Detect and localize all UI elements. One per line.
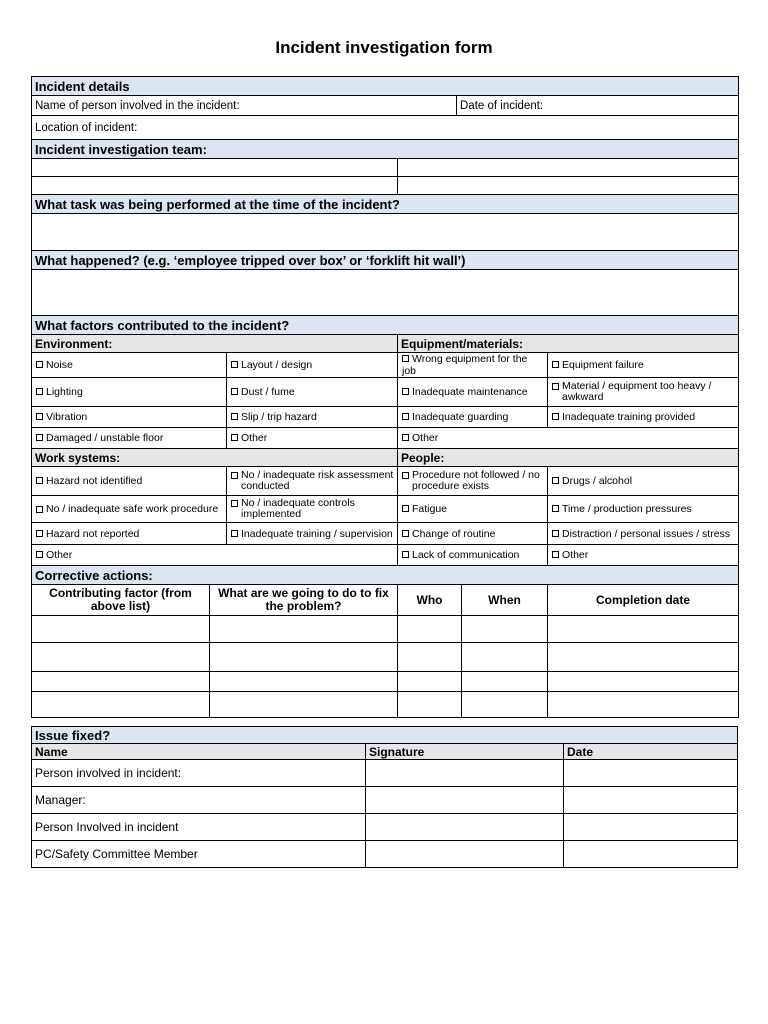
issue-fixed-table — [31, 726, 738, 868]
checkbox-icon[interactable] — [402, 434, 409, 441]
signature-cell[interactable] — [366, 760, 564, 787]
checkbox-icon[interactable] — [402, 355, 409, 362]
checkbox-icon[interactable] — [402, 551, 409, 558]
team-member-cell[interactable] — [398, 159, 739, 177]
checkbox-icon[interactable] — [552, 530, 559, 537]
what-happened-field[interactable] — [32, 270, 739, 316]
col-completion-date: Completion date — [548, 585, 739, 616]
signature-cell[interactable] — [366, 814, 564, 841]
checkbox-icon[interactable] — [36, 477, 43, 484]
checkbox-icon[interactable] — [231, 472, 238, 479]
checkbox-icon[interactable] — [36, 506, 43, 513]
team-member-cell[interactable] — [32, 177, 398, 195]
checkbox-icon[interactable] — [36, 530, 43, 537]
factor-checkbox[interactable]: Material / equipment too heavy / awkward — [548, 378, 739, 407]
factor-checkbox[interactable]: Inadequate training provided — [548, 407, 739, 428]
factor-checkbox[interactable]: Lighting — [32, 378, 227, 407]
checkbox-icon[interactable] — [402, 388, 409, 395]
factor-checkbox[interactable]: Layout / design — [227, 353, 398, 378]
checkbox-icon[interactable] — [36, 361, 43, 368]
date-of-incident-field[interactable]: Date of incident: — [457, 96, 739, 116]
checkbox-icon[interactable] — [36, 388, 43, 395]
signature-cell[interactable] — [366, 787, 564, 814]
col-signature: Signature — [366, 744, 564, 760]
corrective-actions-header: Corrective actions: — [32, 566, 739, 585]
team-member-cell[interactable] — [398, 177, 739, 195]
factor-checkbox[interactable]: Drugs / alcohol — [548, 467, 739, 496]
table-row — [32, 672, 739, 692]
factor-checkbox[interactable]: Equipment failure — [548, 353, 739, 378]
signature-cell[interactable] — [366, 841, 564, 868]
col-fix: What are we going to do to fix the problem? — [210, 585, 398, 616]
checkbox-icon[interactable] — [402, 413, 409, 420]
checkbox-icon[interactable] — [402, 530, 409, 537]
date-cell[interactable] — [564, 760, 738, 787]
checkbox-icon[interactable] — [402, 472, 409, 479]
factor-checkbox[interactable]: Vibration — [32, 407, 227, 428]
investigation-team-header: Incident investigation team: — [32, 140, 739, 159]
factor-checkbox[interactable]: Inadequate training / supervision — [227, 523, 398, 545]
checkbox-icon[interactable] — [552, 413, 559, 420]
factor-checkbox[interactable]: Hazard not reported — [32, 523, 227, 545]
factor-checkbox[interactable]: Other — [548, 545, 739, 566]
factor-checkbox[interactable]: No / inadequate safe work procedure — [32, 496, 227, 523]
factor-checkbox[interactable]: Fatigue — [398, 496, 548, 523]
checkbox-icon[interactable] — [36, 551, 43, 558]
checkbox-icon[interactable] — [231, 413, 238, 420]
what-happened-header: What happened? (e.g. ‘employee tripped over box’ or ‘forklift hit wall’) — [32, 251, 739, 270]
form-title: Incident investigation form — [275, 38, 493, 57]
date-cell[interactable] — [564, 787, 738, 814]
checkbox-icon[interactable] — [552, 383, 559, 390]
factor-checkbox[interactable]: No / inadequate controls implemented — [227, 496, 398, 523]
factor-checkbox[interactable]: Distraction / personal issues / stress — [548, 523, 739, 545]
date-cell[interactable] — [564, 814, 738, 841]
team-member-cell[interactable] — [32, 159, 398, 177]
checkbox-icon[interactable] — [231, 361, 238, 368]
factor-checkbox[interactable]: Other — [398, 428, 739, 449]
factor-checkbox[interactable]: Dust / fume — [227, 378, 398, 407]
task-header: What task was being performed at the time of the incident? — [32, 195, 739, 214]
col-who: Who — [398, 585, 462, 616]
factors-header: What factors contributed to the incident? — [32, 316, 739, 335]
factor-checkbox[interactable]: Hazard not identified — [32, 467, 227, 496]
person-involved-field[interactable]: Name of person involved in the incident: — [32, 96, 457, 116]
factor-checkbox[interactable]: Time / production pressures — [548, 496, 739, 523]
factor-checkbox[interactable]: No / inadequate risk assessment conducted — [227, 467, 398, 496]
checkbox-icon[interactable] — [36, 413, 43, 420]
factor-checkbox[interactable]: Damaged / unstable floor — [32, 428, 227, 449]
date-cell[interactable] — [564, 841, 738, 868]
task-field[interactable] — [32, 214, 739, 251]
checkbox-icon[interactable] — [231, 388, 238, 395]
factor-checkbox[interactable]: Inadequate guarding — [398, 407, 548, 428]
work-systems-label: Work systems: — [32, 449, 398, 467]
factor-checkbox[interactable]: Lack of communication — [398, 545, 548, 566]
factor-checkbox[interactable]: Change of routine — [398, 523, 548, 545]
factor-checkbox[interactable]: Inadequate maintenance — [398, 378, 548, 407]
checkbox-icon[interactable] — [552, 505, 559, 512]
incident-details-header: Incident details — [32, 77, 739, 96]
factor-checkbox[interactable]: Other — [227, 428, 398, 449]
incident-form-table — [31, 76, 739, 718]
table-row — [32, 643, 739, 672]
checkbox-icon[interactable] — [36, 434, 43, 441]
signoff-person-involved-2: Person Involved in incident — [32, 814, 366, 841]
checkbox-icon[interactable] — [231, 500, 238, 507]
factor-checkbox[interactable]: Noise — [32, 353, 227, 378]
table-row — [32, 616, 739, 643]
factor-checkbox[interactable]: Slip / trip hazard — [227, 407, 398, 428]
location-field[interactable]: Location of incident: — [32, 116, 739, 140]
factor-checkbox[interactable]: Wrong equipment for the job — [398, 353, 548, 378]
signoff-person-involved: Person involved in incident: — [32, 760, 366, 787]
people-label: People: — [398, 449, 739, 467]
signoff-manager: Manager: — [32, 787, 366, 814]
checkbox-icon[interactable] — [552, 361, 559, 368]
table-row — [32, 692, 739, 718]
checkbox-icon[interactable] — [402, 505, 409, 512]
environment-label: Environment: — [32, 335, 398, 353]
factor-checkbox[interactable]: Procedure not followed / no procedure exists — [398, 467, 548, 496]
checkbox-icon[interactable] — [552, 477, 559, 484]
factor-checkbox[interactable]: Other — [32, 545, 398, 566]
col-contributing-factor: Contributing factor (from above list) — [32, 585, 210, 616]
checkbox-icon[interactable] — [231, 530, 238, 537]
col-name: Name — [32, 744, 366, 760]
equipment-label: Equipment/materials: — [398, 335, 739, 353]
col-date: Date — [564, 744, 738, 760]
checkbox-icon[interactable] — [552, 551, 559, 558]
signoff-safety-committee: PC/Safety Committee Member — [32, 841, 366, 868]
col-when: When — [462, 585, 548, 616]
checkbox-icon[interactable] — [231, 434, 238, 441]
issue-fixed-header: Issue fixed? — [32, 727, 738, 744]
